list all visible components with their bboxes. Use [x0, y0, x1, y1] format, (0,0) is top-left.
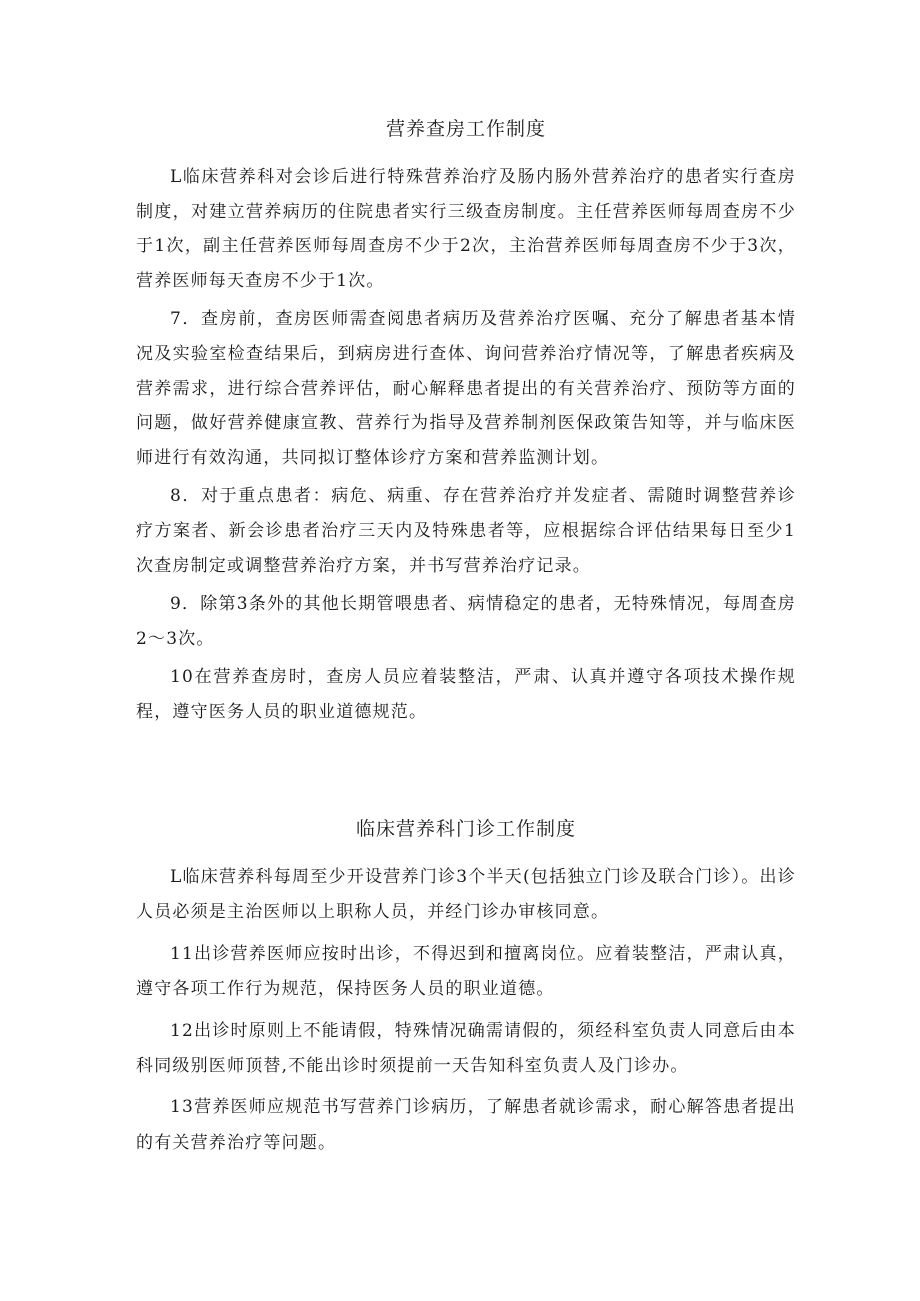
- paragraph: 9．除第3条外的其他长期管喂患者、病情稳定的患者，无特殊情况，每周查房2～3次。: [136, 594, 796, 649]
- paragraph: 13营养医师应规范书写营养门诊病历，了解患者就诊需求，耐心解答患者提出的有关营养治疗等问题。: [136, 1097, 796, 1153]
- paragraph: 12出诊时原则上不能请假，特殊情况确需请假的，须经科室负责人同意后由本科同级别医师顶替,不能出诊时须提前一天告知科室负责人及门诊办。: [136, 1020, 796, 1077]
- paragraph: 10在营养查房时，查房人员应着装整洁，严肃、认真并遵守各项技术操作规程，遵守医务人员的职业道德规范。: [136, 667, 796, 722]
- paragraph: L临床营养科每周至少开设营养门诊3个半天(包括独立门诊及联合门诊）。出诊人员必须是主治医师以上职称人员，并经门诊办审核同意。: [136, 867, 796, 923]
- section-outpatient: [136, 812, 796, 1167]
- paragraph: 8．对于重点患者：病危、病重、存在营养治疗并发症者、需随时调整营养诊疗方案者、新会诊患者治疗三天内及特殊患者等，应根据综合评估结果每日至少1次查房制定或调整营养治疗方案，并书写营养治疗记录。: [136, 486, 796, 576]
- section-ward-rounds: [136, 112, 796, 734]
- paragraph: L临床营养科对会诊后进行特殊营养治疗及肠内肠外营养治疗的患者实行查房制度，对建立营养病历的住院患者实行三级查房制度。主任营养医师每周查房不少于1次，副主任营养医师每周查房不少于2次，主治营养医师每周查房不少于3次，营养医师每天查房不少于1次。: [136, 167, 796, 291]
- section-title: 临床营养科门诊工作制度: [355, 818, 576, 840]
- paragraph: 11出诊营养医师应按时出诊，不得迟到和擅离岗位。应着装整洁，严肃认真，遵守各项工作行为规范，保持医务人员的职业道德。: [136, 943, 796, 1000]
- section-title: 营养查房工作制度: [385, 118, 546, 140]
- paragraph: 7．查房前，查房医师需查阅患者病历及营养治疗医嘱、充分了解患者基本情况及实验室检查结果后，到病房进行查体、询问营养治疗情况等，了解患者疾病及营养需求，进行综合营养评估，耐心解释患者提出的有关营养治疗、预防等方面的问题，做好营养健康宣教、营养行为指导及营养制剂医保政策告知等，并与临床医师进行有效沟通，共同拟订整体诊疗方案和营养监测计划。: [136, 309, 796, 468]
